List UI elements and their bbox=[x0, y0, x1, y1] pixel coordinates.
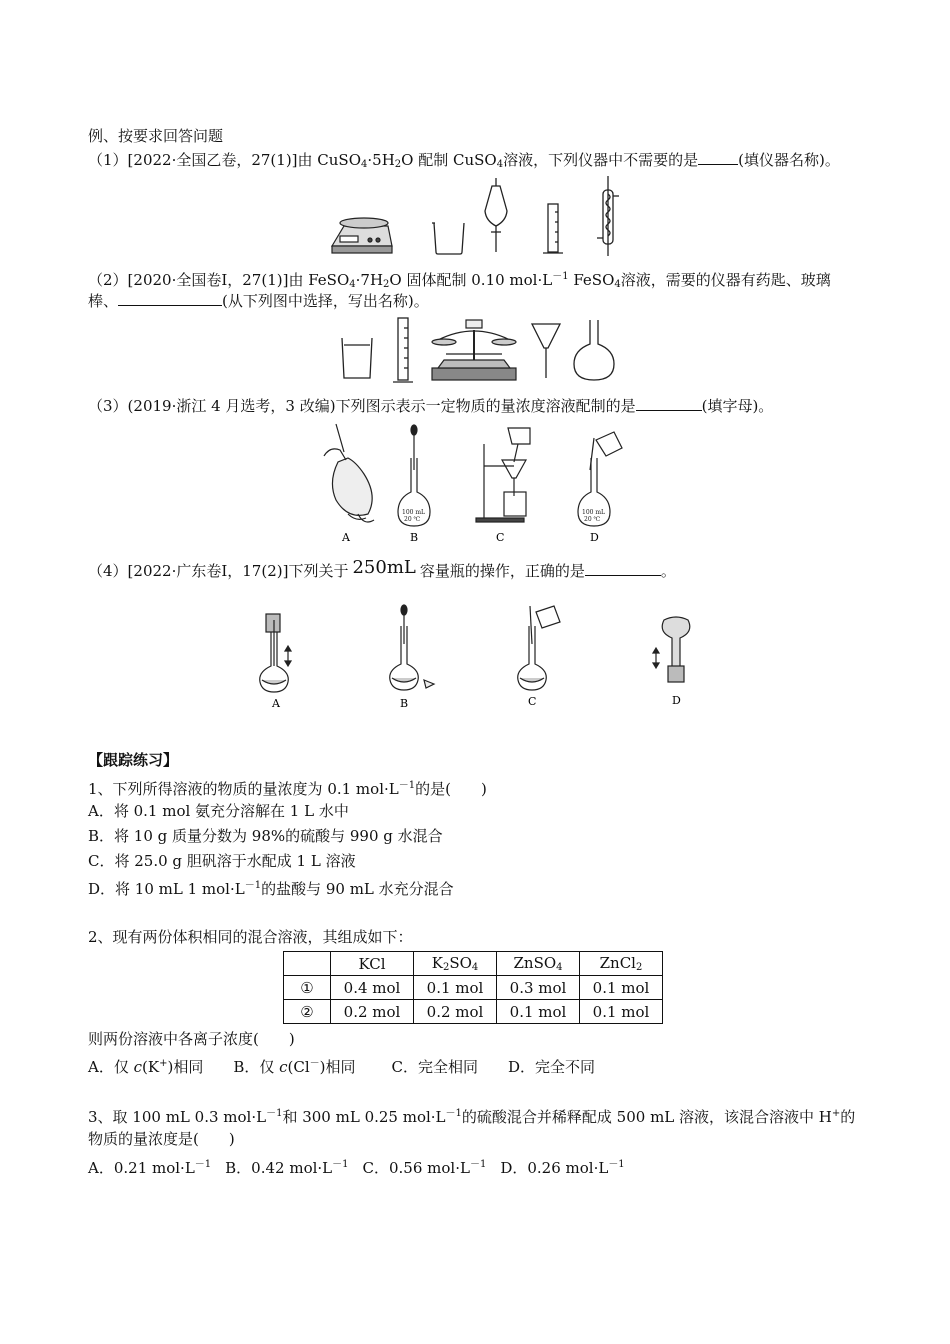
option-a-label: A bbox=[342, 531, 350, 544]
pan-balance-icon bbox=[432, 320, 516, 380]
question-1: （1）[2022·全国乙卷，27(1)]由 $CuSO_4\cdot 5H_2O$ 配制 CuSO$_4$溶液，下列仪器中不需要的是 (填仪器名称)。 bbox=[88, 151, 840, 170]
beaker-icon bbox=[342, 338, 372, 378]
practice-2-option-c[interactable]: C．完全相同 bbox=[391, 1058, 479, 1076]
pour-flask-icon bbox=[518, 606, 560, 690]
round-bottom-flask-icon bbox=[574, 320, 614, 380]
practice-2-option-d[interactable]: D．完全不同 bbox=[508, 1058, 596, 1076]
practice-2-follow: 则两份溶液中各离子浓度( ) bbox=[88, 1030, 295, 1048]
q3-operations-figure bbox=[318, 422, 638, 546]
dropper-flask-view-icon bbox=[390, 605, 434, 690]
question-2: （2）[2020·全国卷Ⅰ，27(1)]由 $FeSO_4\cdot 7H_2O$ 固体配制 0.10 $mol\cdot L^{-1}$ FeSO$_4$溶液，需要的仪器有药匙、玻璃 bbox=[88, 271, 831, 290]
svg-text:20 ℃: 20 ℃ bbox=[404, 516, 421, 523]
option-d-label: D bbox=[590, 531, 599, 544]
svg-text:100 mL: 100 mL bbox=[402, 509, 426, 516]
table-row: ② 0.2 mol 0.2 mol 0.1 mol 0.1 mol bbox=[284, 1000, 663, 1024]
q4-operations-figure bbox=[254, 604, 704, 712]
practice-1-option-a[interactable]: A．将 0.1 mol 氨充分溶解在 1 L 水中 bbox=[88, 802, 349, 820]
practice-title: 【跟踪练习】 bbox=[88, 751, 179, 769]
filtration-apparatus-icon bbox=[476, 428, 530, 522]
option-b-label: B bbox=[410, 531, 419, 544]
q2-instruments-figure bbox=[338, 316, 628, 386]
q1-instruments-figure bbox=[330, 176, 630, 258]
practice-1-option-d[interactable]: D．将 10 mL 1 $mol\cdot L^{-1}$的盐酸与 90 mL 水充分混合 bbox=[88, 880, 454, 898]
practice-2-option-b[interactable]: B．仅 c(Cl－)相同 bbox=[233, 1058, 356, 1076]
svg-text:100 mL: 100 mL bbox=[582, 509, 606, 516]
practice-1-stem: 1、下列所得溶液的物质的量浓度为 0.1 $mol\cdot L^{-1}$的是( ) bbox=[88, 780, 487, 798]
question-3: （3）(2019·浙江 4 月选考，3 改编)下列图示表示一定物质的量浓度溶液配制的是 (填字母)。 bbox=[88, 397, 774, 415]
pouring-into-flask-icon bbox=[578, 432, 622, 526]
question-2-line-2: 棒、 (从下列图中选择，写出名称)。 bbox=[88, 292, 429, 310]
practice-2-option-a[interactable]: A．仅 c(K+)相同 bbox=[88, 1058, 204, 1076]
practice-3-option-a[interactable]: A．0.21 $mol\cdot L^{-1}$ bbox=[88, 1159, 212, 1177]
beaker-icon bbox=[432, 223, 464, 254]
practice-1-option-b[interactable]: B．将 10 g 质量分数为 98%的硫酸与 990 g 水混合 bbox=[88, 827, 443, 845]
option-b-label: B bbox=[400, 697, 409, 710]
condenser-icon bbox=[597, 176, 619, 256]
table-row: ① 0.4 mol 0.1 mol 0.3 mol 0.1 mol bbox=[284, 976, 663, 1000]
separatory-funnel-icon bbox=[485, 178, 507, 252]
option-a-label: A bbox=[272, 697, 280, 710]
dropper-flask-icon bbox=[398, 425, 430, 526]
composition-table bbox=[283, 951, 663, 1024]
graduated-cylinder-icon bbox=[543, 204, 563, 253]
question-4: （4）[2022·广东卷Ⅰ，17(2)]下列关于 250mL 容量瓶的操作，正确的是 。 bbox=[88, 557, 676, 580]
table-header-row: KCl $K_2SO_4$ ZnSO$_4$ ZnCl$_2$ bbox=[284, 952, 663, 976]
practice-3-stem-line-1: 3、取 100 mL 0.3 $mol\cdot L^{-1}$和 300 mL 0.25 $mol\cdot L^{-1}$的硫酸混合并稀释配成 500 mL 溶液，该混合溶液中 H+的 bbox=[88, 1108, 856, 1126]
practice-3-stem-line-2: 物质的量浓度是( ) bbox=[88, 1130, 235, 1148]
answer-blank-1[interactable] bbox=[698, 150, 738, 165]
option-c-label: C bbox=[496, 531, 505, 544]
flask-shake-icon bbox=[260, 614, 291, 692]
electronic-balance-icon bbox=[332, 218, 392, 253]
practice-3-option-c[interactable]: C．0.56 $mol\cdot L^{-1}$ bbox=[362, 1159, 487, 1177]
practice-1-option-c[interactable]: C．将 25.0 g 胆矾溶于水配成 1 L 溶液 bbox=[88, 852, 356, 870]
hand-shaking-icon bbox=[324, 424, 374, 522]
graduated-cylinder-icon bbox=[393, 318, 413, 382]
practice-3-option-d[interactable]: D．0.26 $mol\cdot L^{-1}$ bbox=[500, 1159, 625, 1177]
option-d-label: D bbox=[672, 694, 681, 707]
answer-blank-4[interactable] bbox=[585, 561, 661, 576]
option-c-label: C bbox=[528, 695, 537, 708]
practice-2-stem: 2、现有两份体积相同的混合溶液，其组成如下： bbox=[88, 928, 413, 946]
answer-blank-3[interactable] bbox=[636, 396, 702, 411]
inverted-flask-icon bbox=[653, 617, 690, 682]
svg-text:20 ℃: 20 ℃ bbox=[584, 516, 601, 523]
practice-3-options bbox=[88, 1155, 625, 1178]
funnel-icon bbox=[532, 324, 560, 378]
example-title: 例、按要求回答问题 bbox=[88, 127, 224, 145]
practice-2-options bbox=[88, 1054, 595, 1077]
answer-blank-2[interactable] bbox=[118, 291, 222, 306]
practice-3-option-b[interactable]: B．0.42 $mol\cdot L^{-1}$ bbox=[225, 1159, 349, 1177]
